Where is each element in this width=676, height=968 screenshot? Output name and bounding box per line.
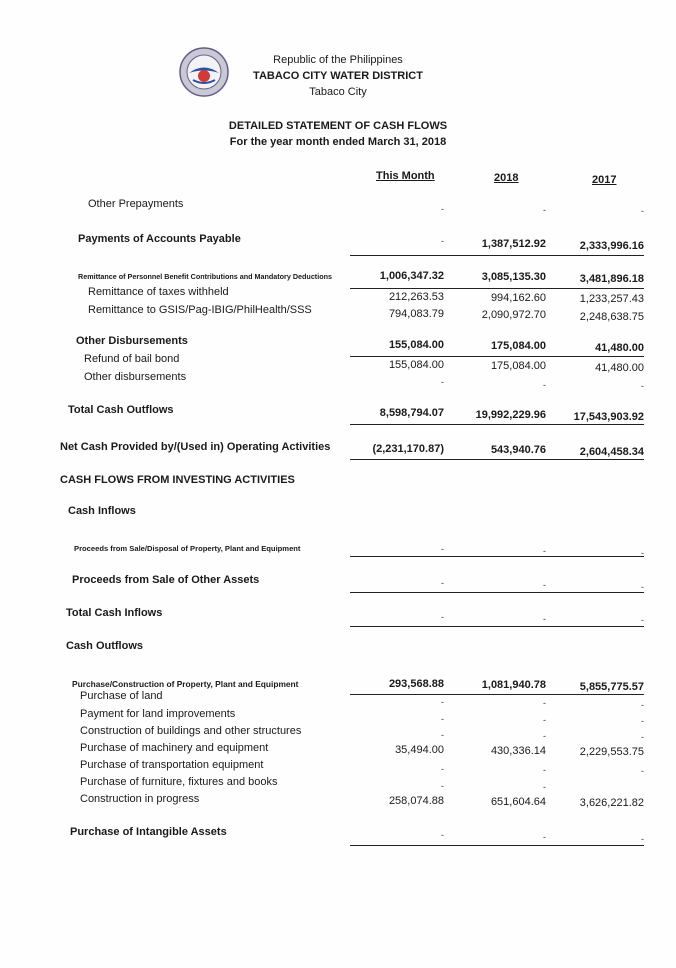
row-label-other-disb-sub: Other disbursements <box>84 371 187 383</box>
cell-total-inflows-2017: - <box>641 615 644 625</box>
cell-constr-prog-2017: 3,626,221.82 <box>579 797 644 809</box>
cell-purchase-land-2017: - <box>641 700 644 710</box>
cell-proceeds-ppe-2017: - <box>641 548 644 558</box>
row-label-proceeds-ppe: Proceeds from Sale/Disposal of Property, Plant and Equipment <box>74 544 301 553</box>
row-label-net-cash-operating: Net Cash Provided by/(Used in) Operating Activities <box>60 441 331 453</box>
cell-purch-intang-2018: - <box>543 832 546 842</box>
rule-other-disb <box>350 356 644 357</box>
cell-remit-gsis-2017: 2,248,638.75 <box>579 311 644 323</box>
section-cash-outflows: Cash Outflows <box>66 640 144 652</box>
cell-net-cash-2018: 543,940.76 <box>490 444 546 456</box>
cell-net-cash-this-month: (2,231,170.87) <box>372 443 444 455</box>
row-label-remit-taxes: Remittance of taxes withheld <box>88 286 229 298</box>
row-label-proceeds-other-assets: Proceeds from Sale of Other Assets <box>72 574 260 586</box>
cell-purchase-ppe-2018: 1,081,940.78 <box>481 679 546 691</box>
cell-other-disb-sub-2017: - <box>641 381 644 391</box>
cell-payments-ap-2017: 2,333,996.16 <box>579 240 644 252</box>
cell-proceeds-other-2017: - <box>641 582 644 592</box>
header-agency: TABACO CITY WATER DISTRICT <box>253 70 423 82</box>
row-label-purchase-transportation: Purchase of transportation equipment <box>80 759 264 771</box>
cell-other-disb-this-month: 155,084.00 <box>388 339 444 351</box>
cell-purch-mach-2017: 2,229,553.75 <box>579 746 644 758</box>
cell-remit-taxes-2018: 994,162.60 <box>490 292 546 304</box>
cell-purch-furn-2018: - <box>543 782 546 792</box>
row-label-purchase-intangible: Purchase of Intangible Assets <box>70 826 227 838</box>
cell-other-disb-2017: 41,480.00 <box>595 342 644 354</box>
cell-constr-prog-2018: 651,604.64 <box>490 796 546 808</box>
cell-payments-ap-2018: 1,387,512.92 <box>481 238 546 250</box>
cell-remittance-pbc-this-month: 1,006,347.32 <box>379 270 444 282</box>
cell-refund-bail-this-month: 155,084.00 <box>388 359 444 371</box>
col-header-this-month: This Month <box>376 170 435 182</box>
section-cash-inflows: Cash Inflows <box>68 505 136 517</box>
section-investing-activities: CASH FLOWS FROM INVESTING ACTIVITIES <box>60 474 295 486</box>
statement-title: DETAILED STATEMENT OF CASH FLOWS <box>228 120 448 132</box>
cell-purchase-land-2018: - <box>543 698 546 708</box>
row-label-purchase-ppe: Purchase/Construction of Property, Plant and Equipment <box>72 679 299 689</box>
row-label-total-outflows: Total Cash Outflows <box>68 404 174 416</box>
cell-payments-ap-this-month: - <box>441 236 444 246</box>
rule-net-cash <box>350 459 644 460</box>
header-republic: Republic of the Philippines <box>273 54 403 66</box>
row-label-remit-gsis: Remittance to GSIS/Pag-IBIG/PhilHealth/SSS <box>88 304 312 316</box>
rule-remittance <box>350 288 644 289</box>
cell-purch-transpo-2017: - <box>641 766 644 776</box>
cell-purch-intang-this-month: - <box>441 830 444 840</box>
rule-total-outflows <box>350 424 644 425</box>
cell-remittance-pbc-2018: 3,085,135.30 <box>481 271 546 283</box>
row-label-construction-buildings: Construction of buildings and other structures <box>80 725 302 737</box>
rule-total-inflows <box>350 626 644 627</box>
row-label-purchase-machinery: Purchase of machinery and equipment <box>80 742 269 754</box>
cell-proceeds-other-this-month: - <box>441 578 444 588</box>
cell-land-improv-2017: - <box>641 716 644 726</box>
cell-total-outflows-this-month: 8,598,794.07 <box>379 407 444 419</box>
cell-remit-gsis-this-month: 794,083.79 <box>388 308 444 320</box>
cell-remit-gsis-2018: 2,090,972.70 <box>481 309 546 321</box>
cell-purch-furn-this-month: - <box>441 781 444 791</box>
row-label-total-inflows: Total Cash Inflows <box>66 607 163 619</box>
header-city: Tabaco City <box>309 86 367 98</box>
col-header-2018: 2018 <box>494 172 519 184</box>
cell-other-prepayments-this-month: - <box>441 204 444 214</box>
cell-purchase-ppe-this-month: 293,568.88 <box>388 678 444 690</box>
col-header-2017: 2017 <box>592 174 617 186</box>
cell-remit-taxes-2017: 1,233,257.43 <box>579 293 644 305</box>
cell-refund-bail-2017: 41,480.00 <box>595 362 644 374</box>
cell-purch-intang-2017: - <box>641 834 644 844</box>
cell-constr-bldg-this-month: - <box>441 730 444 740</box>
cell-total-inflows-this-month: - <box>441 612 444 622</box>
statement-period: For the year month ended March 31, 2018 <box>229 136 447 148</box>
row-label-remittance-pbc: Remittance of Personnel Benefit Contributions and Mandatory Deductions <box>78 272 332 281</box>
cell-land-improv-this-month: - <box>441 714 444 724</box>
row-label-construction-progress: Construction in progress <box>80 793 200 805</box>
cell-constr-prog-this-month: 258,074.88 <box>388 795 444 807</box>
row-label-purchase-land: Purchase of land <box>80 690 163 702</box>
cell-purch-transpo-2018: - <box>543 765 546 775</box>
row-label-payments-ap: Payments of Accounts Payable <box>78 233 241 245</box>
rule-purchase-ppe <box>350 694 644 695</box>
cell-other-prepayments-2018: - <box>543 205 546 215</box>
rule-purchase-intangible <box>350 845 644 846</box>
rule-proceeds-ppe <box>350 556 644 557</box>
rule-proceeds-other <box>350 592 644 593</box>
cell-remit-taxes-this-month: 212,263.53 <box>388 291 444 303</box>
cell-other-disb-sub-this-month: - <box>441 377 444 387</box>
row-label-land-improvements: Payment for land improvements <box>80 708 236 720</box>
cell-total-outflows-2018: 19,992,229.96 <box>475 409 546 421</box>
row-label-other-disbursements: Other Disbursements <box>76 335 188 347</box>
cell-total-outflows-2017: 17,543,903.92 <box>573 411 644 423</box>
cell-constr-bldg-2017: - <box>641 732 644 742</box>
cell-total-inflows-2018: - <box>543 614 546 624</box>
cell-other-disb-sub-2018: - <box>543 380 546 390</box>
row-label-other-prepayments: Other Prepayments <box>88 198 184 210</box>
rule-payments-ap <box>350 255 644 256</box>
cell-constr-bldg-2018: - <box>543 731 546 741</box>
cell-proceeds-ppe-this-month: - <box>441 544 444 554</box>
cell-land-improv-2018: - <box>543 715 546 725</box>
cell-purch-mach-this-month: 35,494.00 <box>395 744 444 756</box>
cell-other-prepayments-2017: - <box>641 206 644 216</box>
row-label-purchase-furniture: Purchase of furniture, fixtures and books <box>80 776 278 788</box>
cell-remittance-pbc-2017: 3,481,896.18 <box>579 273 644 285</box>
cell-proceeds-other-2018: - <box>543 580 546 590</box>
cell-other-disb-2018: 175,084.00 <box>490 340 546 352</box>
cell-purchase-land-this-month: - <box>441 697 444 707</box>
row-label-refund-bail: Refund of bail bond <box>84 353 180 365</box>
cell-purchase-ppe-2017: 5,855,775.57 <box>579 681 644 693</box>
cell-proceeds-ppe-2018: - <box>543 546 546 556</box>
cell-purch-mach-2018: 430,336.14 <box>490 745 546 757</box>
cell-net-cash-2017: 2,604,458.34 <box>579 446 644 458</box>
cell-purch-transpo-this-month: - <box>441 764 444 774</box>
cell-refund-bail-2018: 175,084.00 <box>490 360 546 372</box>
